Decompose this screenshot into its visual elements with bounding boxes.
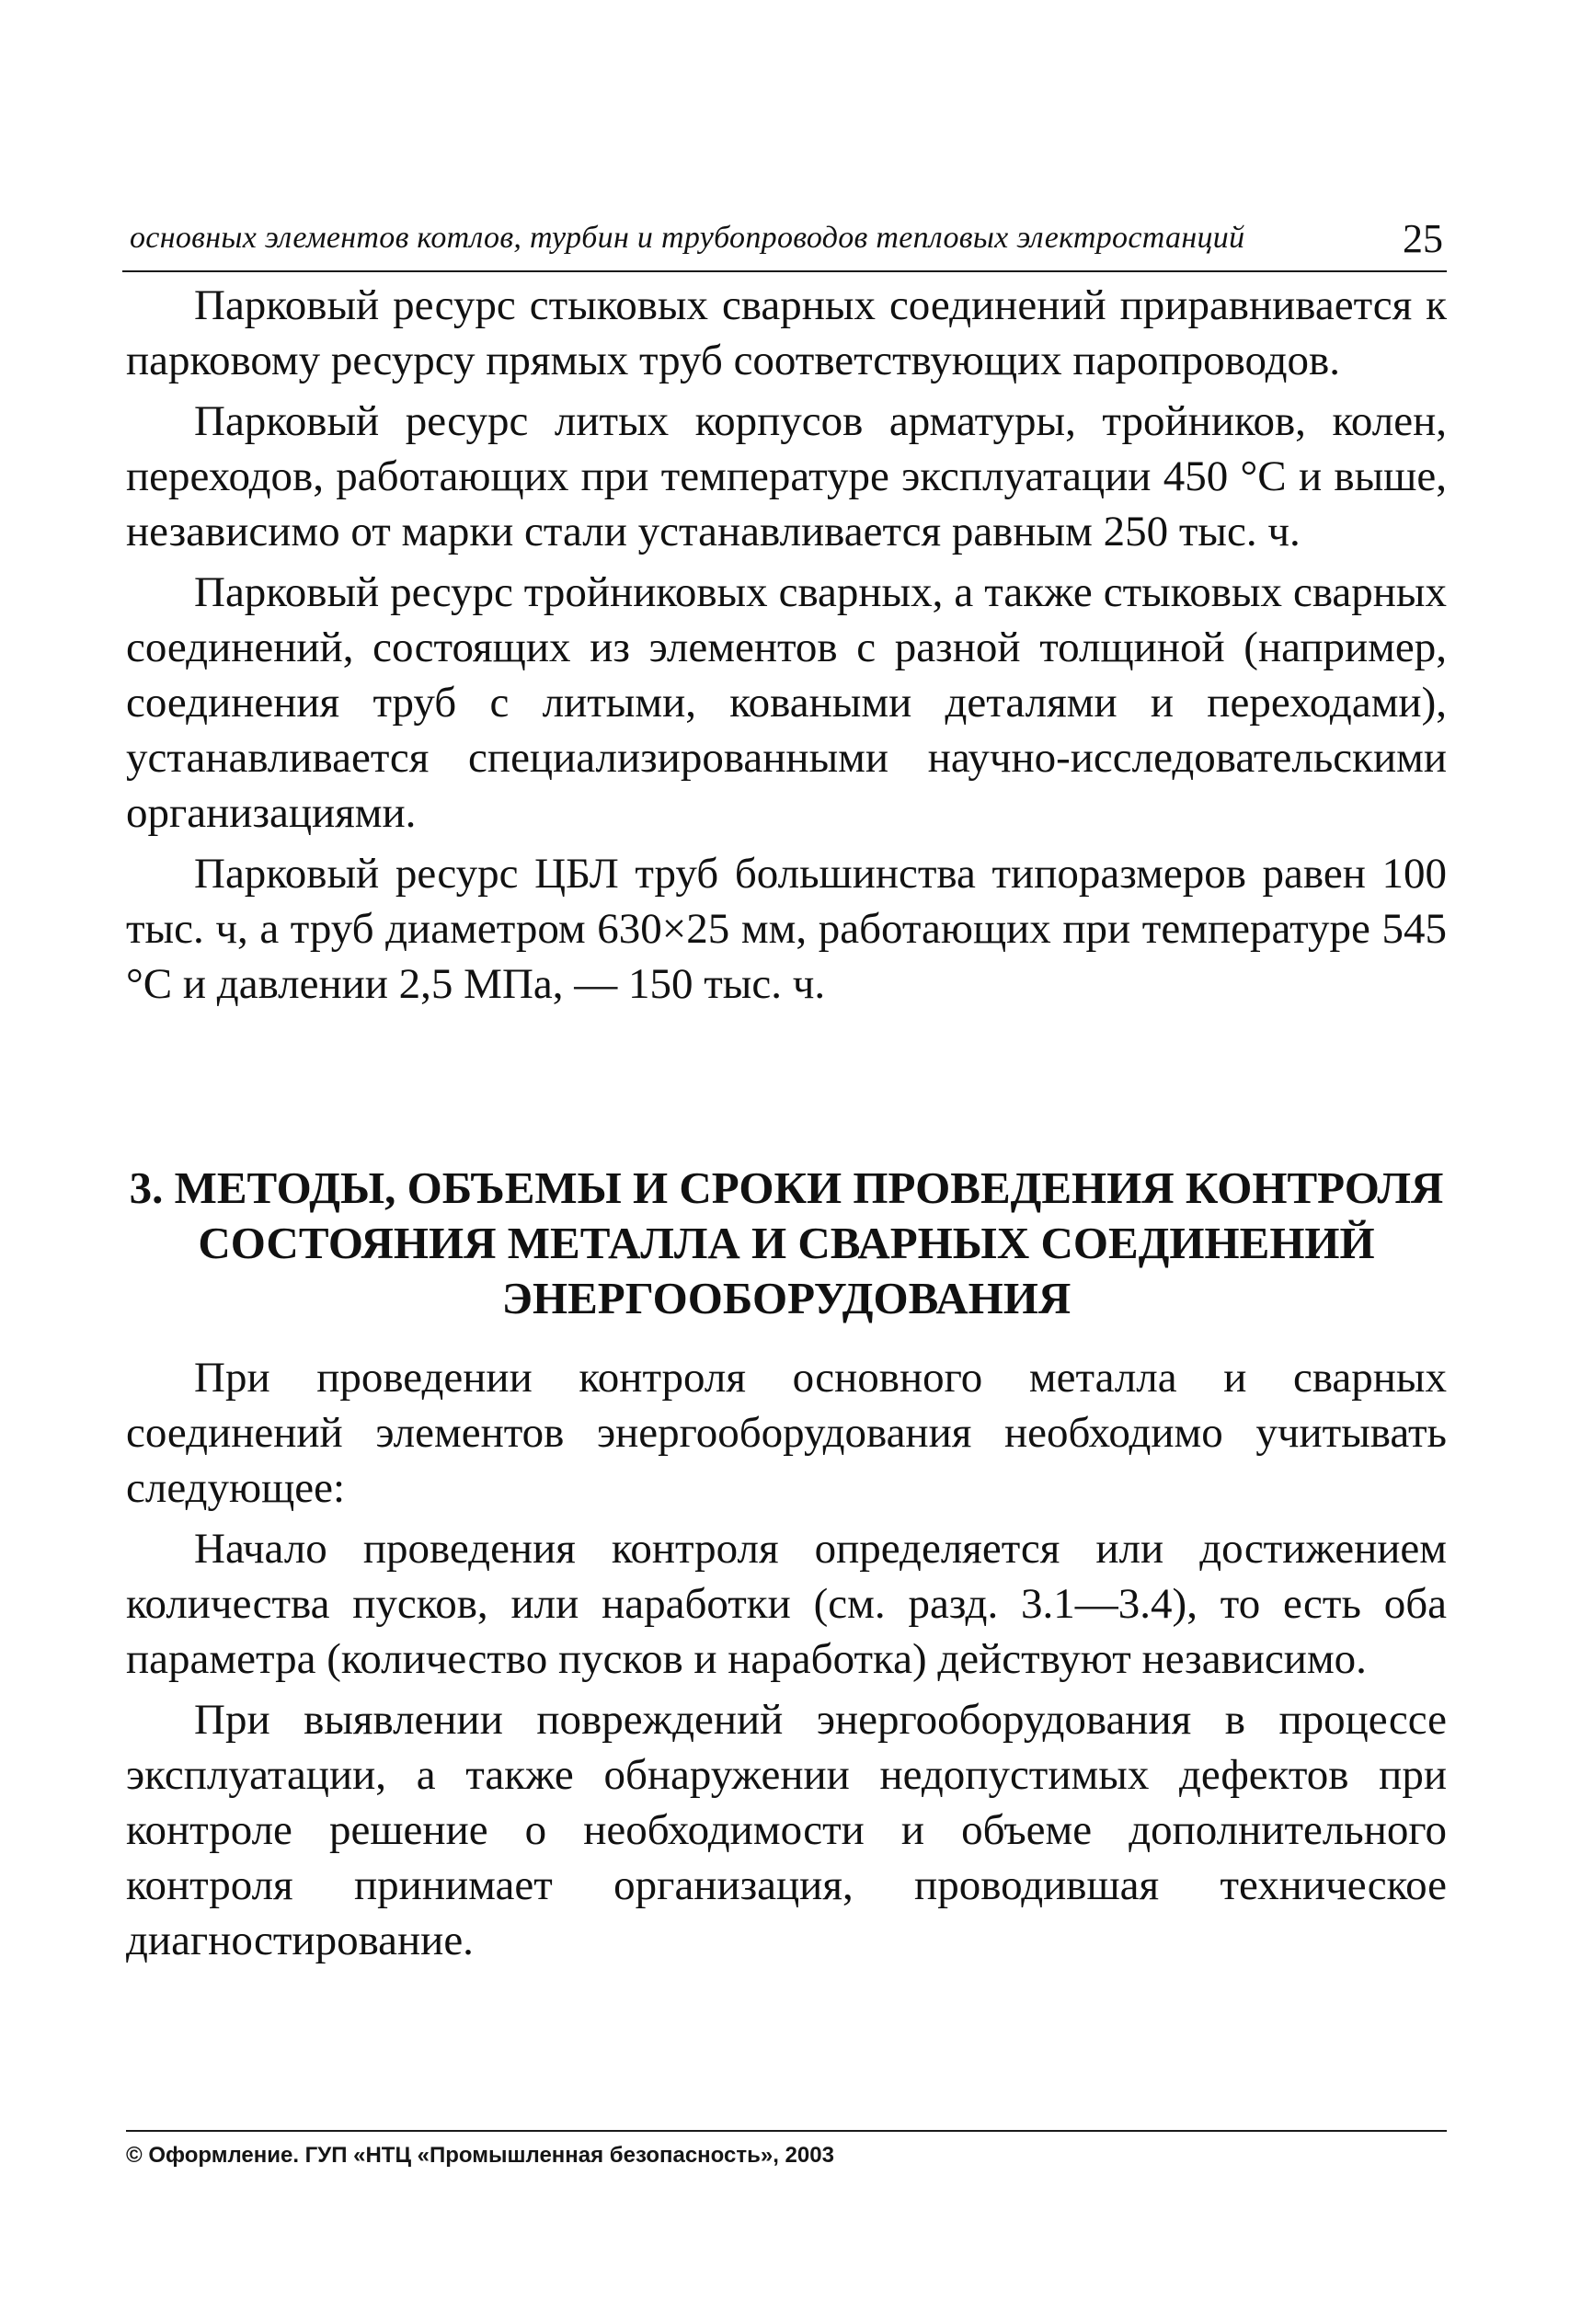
section-heading-line: СОСТОЯНИЯ МЕТАЛЛА И СВАРНЫХ СОЕДИНЕНИЙ [198, 1218, 1375, 1268]
footer-copyright: © Оформление. ГУП «НТЦ «Промышленная безопасность», 2003 [126, 2143, 834, 2168]
paragraph: Парковый ресурс тройниковых сварных, а также стыковых сварных соединений, состоящих из элементов с разной толщиной (например, соединения труб с литыми, коваными деталями и переходами), устанавливается специализированными научно-исследовательскими организациями. [126, 568, 1447, 837]
body-text-bottom [126, 1350, 1447, 1968]
running-header [122, 213, 1447, 272]
paragraph: При выявлении повреждений энергооборудования в процессе эксплуатации, а также обнаружении недопустимых дефектов при контроле решение о необходимости и объеме дополнительного контроля принимает организация, проводившая техническое диагностирование. [126, 1696, 1447, 1964]
paragraph: При проведении контроля основного металла и сварных соединений элементов энергооборудования необходимо учитывать следующее: [126, 1354, 1447, 1512]
section-heading-line: 3. МЕТОДЫ, ОБЪЕМЫ И СРОКИ ПРОВЕДЕНИЯ КОНТРОЛЯ [129, 1162, 1444, 1213]
section-heading [126, 1161, 1447, 1326]
paragraph: Парковый ресурс литых корпусов арматуры, тройников, колен, переходов, работающих при температуре эксплуатации 450 °С и выше, независимо от марки стали устанавливается равным 250 тыс. ч. [126, 397, 1447, 555]
body-text-top [126, 278, 1447, 1012]
section-heading-line: ЭНЕРГООБОРУДОВАНИЯ [501, 1273, 1072, 1323]
paragraph: Начало проведения контроля определяется или достижением количества пусков, или наработки (см. разд. 3.1—3.4), то есть оба параметра (количество пусков и наработка) действуют независимо. [126, 1525, 1447, 1683]
paragraph: Парковый ресурс стыковых сварных соединений приравнивается к парковому ресурсу прямых труб соответствующих паропроводов. [126, 281, 1447, 384]
running-title: основных элементов котлов, турбин и трубопроводов тепловых электростанций [130, 221, 1245, 255]
paragraph: Парковый ресурс ЦБЛ труб большинства типоразмеров равен 100 тыс. ч, а труб диаметром 630×25 мм, работающих при температуре 545 °С и давлении 2,5 МПа, — 150 тыс. ч. [126, 850, 1447, 1008]
page-number: 25 [1403, 216, 1443, 261]
footer-divider [126, 2130, 1447, 2132]
